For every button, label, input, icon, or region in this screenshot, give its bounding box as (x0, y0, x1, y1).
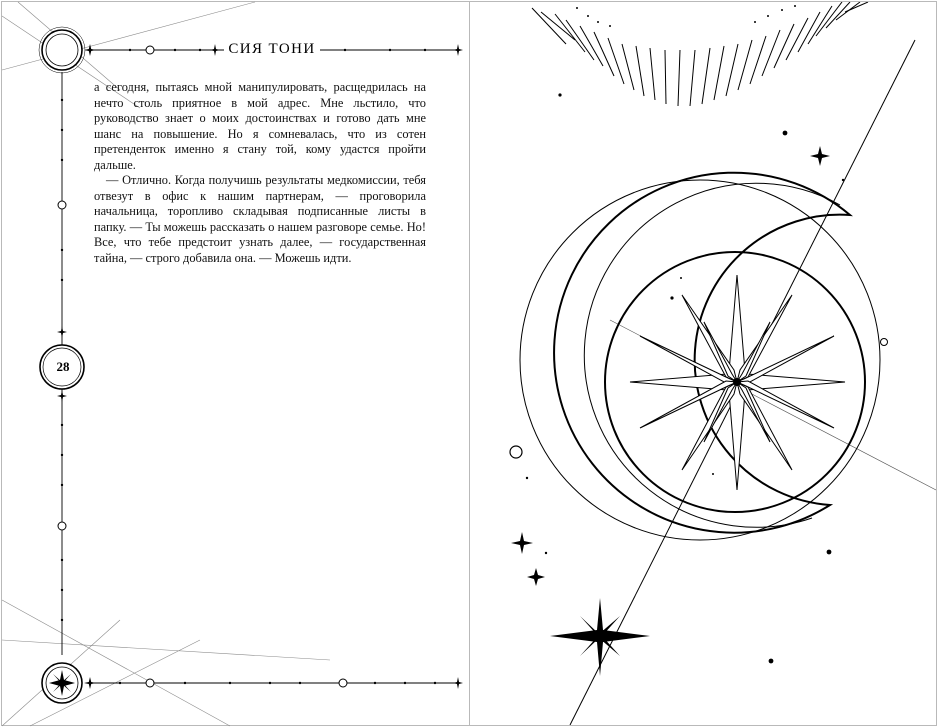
paragraph: — Отлично. Когда получишь результаты медкомиссии, тебя отвезут в офис к нашим партнерам, — проговорила начальница, торопливо складывая подписанные листы в папку. — Ты можешь рассказать о нашем разговоре семье. Но! Все, что тебе предстоит узнать далее, — государственная тайна, — строго добавила она. — Можешь идти. (94, 173, 426, 265)
sunburst-icon (532, 2, 868, 106)
bright-star-icon (550, 598, 650, 676)
page-number: 28 (56, 359, 70, 374)
running-head: СИЯ ТОНИ (224, 40, 320, 58)
paragraph: а сегодня, пытаясь мной манипулировать, расщедрилась на нечто столь приятное в мой адрес. Мне льстило, что руководство знает о моих достоинствах и готово дать мне шанс на повышение. Но я сомневалась, что из сотен претенденток именно я стану той, кому удастся пройти дальше. (94, 80, 426, 172)
